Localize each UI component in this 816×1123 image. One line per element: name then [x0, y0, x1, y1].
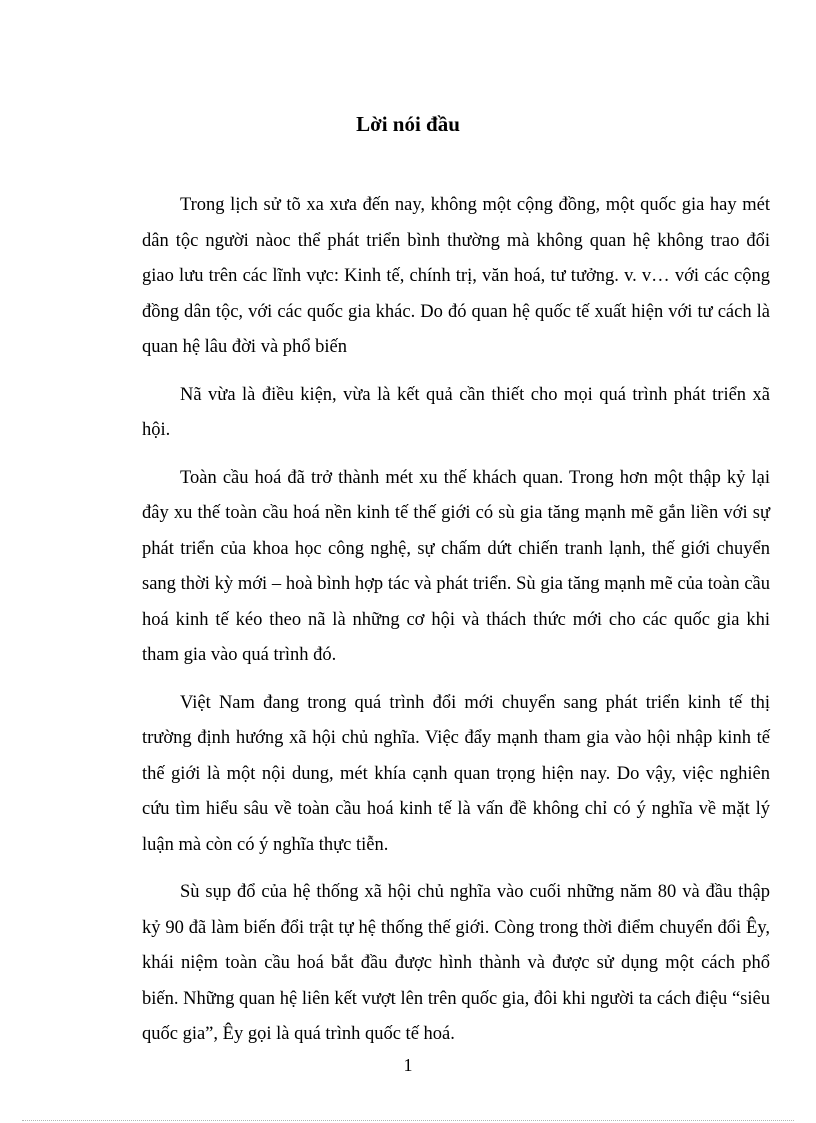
document-body [142, 188, 770, 1065]
paragraph-4: Việt Nam đang trong quá trình đổi mới chuyển sang phát triển kinh tế thị trường định hướng xã hội chủ nghĩa. Việc đẩy mạnh tham gia vào hội nhập kinh tế thế giới là một nội dung, mét khía cạnh quan trọng hiện nay. Do vậy, việc nghiên cứu tìm hiểu sâu về toàn cầu hoá kinh tế là vấn đề không chỉ có ý nghĩa về mặt lý luận mà còn có ý nghĩa thực tiễn. [142, 692, 770, 855]
page-bottom-divider [22, 1120, 794, 1121]
page-number: 1 [403, 1055, 413, 1075]
page-title: Lời nói đầu [356, 112, 460, 136]
paragraph-2: Nã vừa là điều kiện, vừa là kết quả cần thiết cho mọi quá trình phát triển xã hội. [142, 384, 770, 440]
paragraph-3: Toàn cầu hoá đã trở thành mét xu thế khách quan. Trong hơn một thập kỷ lại đây xu thế toàn cầu hoá nền kinh tế thế giới có sù gia tăng mạnh mẽ gắn liền với sự phát triển của khoa học công nghệ, sự chấm dứt chiến tranh lạnh, thế giới chuyển sang thời kỳ mới – hoà bình hợp tác và phát triển. Sù gia tăng mạnh mẽ của toàn cầu hoá kinh tế kéo theo nã là những cơ hội và thách thức mới cho các quốc gia khi tham gia vào quá trình đó. [142, 467, 770, 665]
paragraph-5: Sù sụp đổ của hệ thống xã hội chủ nghĩa vào cuối những năm 80 và đầu thập kỷ 90 đã làm biến đổi trật tự hệ thống thế giới. Còng trong thời điểm chuyển đổi Êy, khái niệm toàn cầu hoá bắt đầu được hình thành và được sử dụng một cách phổ biến. Những quan hệ liên kết vượt lên trên quốc gia, đôi khi người ta cách điệu “siêu quốc gia”, Êy gọi là quá trình quốc tế hoá. [142, 882, 770, 1044]
paragraph-1: Trong lịch sử tõ xa xưa đến nay, không một cộng đồng, một quốc gia hay mét dân tộc người nàoc thể phát triển bình thường mà không quan hệ không trao đổi giao lưu trên các lĩnh vực: Kinh tế, chính trị, văn hoá, tư tưởng. v. v… với các cộng đồng dân tộc, với các quốc gia khác. Do đó quan hệ quốc tế xuất hiện với tư cách là quan hệ lâu đời và phổ biến [142, 195, 770, 357]
